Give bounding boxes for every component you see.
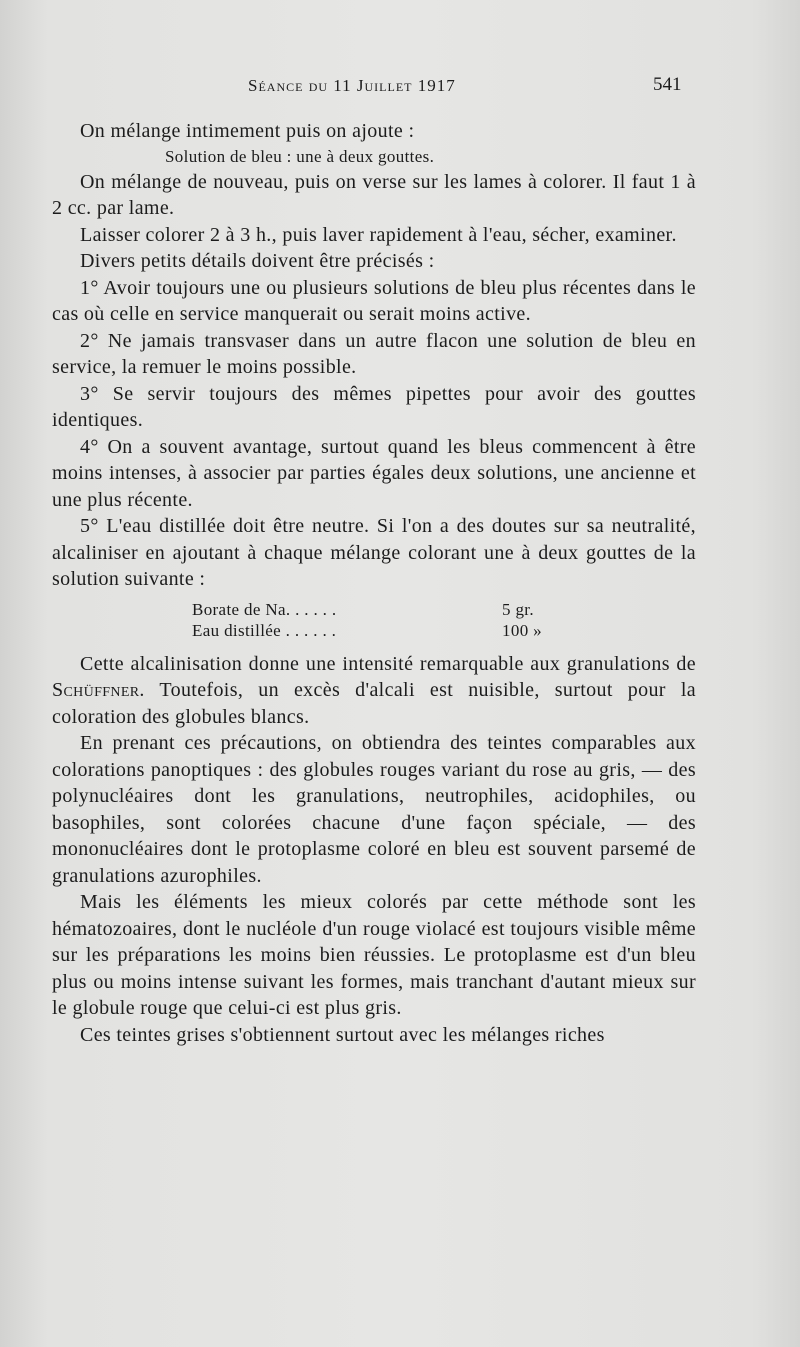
formula-table	[52, 599, 696, 641]
paragraph-11: En prenant ces précautions, on obtiendra des teintes comparables aux colorations panoptiques : des globules rouges variant du rose au gris, — des polynucléaires dont les granulations, neutrophiles, acidophiles, ou basophiles, sont colorées chacune d'une façon spéciale, — des mononucléaires dont le protoplasme coloré en bleu est souvent parsemé de granulations azurophiles.	[52, 732, 696, 887]
paragraph-5: 1° Avoir toujours une ou plusieurs solutions de bleu plus récentes dans le cas où celle en service manquerait ou serait moins active.	[52, 276, 696, 325]
solution-line: Solution de bleu : une à deux gouttes.	[165, 146, 435, 166]
paragraph-9: 5° L'eau distillée doit être neutre. Si l'on a des doutes sur sa neutralité, alcaliniser en ajoutant à chaque mélange colorant une à deux gouttes de la solution suivante :	[52, 515, 696, 590]
page-number: 541	[653, 74, 682, 95]
paragraph-1: On mélange intimement puis on ajoute :	[80, 120, 415, 142]
formula-row	[192, 599, 696, 620]
running-head: Séance du 11 Juillet 1917	[248, 76, 456, 95]
formula-ingredient: Borate de Na. . . . . .	[192, 599, 337, 619]
paragraph-10-start: Cette alcalinisation donne une intensité remarquable aux granulations de	[80, 652, 696, 675]
paragraph-10-end: . Toutefois, un excès d'alcali est nuisible, surtout pour la coloration des globules blancs.	[52, 679, 696, 728]
paragraph-3: Laisser colorer 2 à 3 h., puis laver rapidement à l'eau, sécher, examiner.	[80, 223, 677, 246]
formula-quantity: 5 gr.	[502, 599, 534, 619]
formula-ingredient: Eau distillée . . . . . .	[192, 620, 337, 640]
formula-row	[192, 620, 696, 641]
paragraph-12: Mais les éléments les mieux colorés par cette méthode sont les hématozoaires, dont le nucléole d'un rouge violacé est toujours visible même sur les préparations les moins bien réussies. Le protoplasme est d'un bleu plus ou moins intense suivant les formes, mais tranchant d'autant mieux sur le globule rouge que celui-ci est plus gris.	[52, 891, 696, 1019]
paragraph-7: 3° Se servir toujours des mêmes pipettes pour avoir des gouttes identiques.	[52, 382, 696, 431]
paragraph-8: 4° On a souvent avantage, surtout quand les bleus commencent à être moins intenses, à associer par parties égales deux solutions, une ancienne et une plus récente.	[52, 435, 696, 511]
author-name: Schüffner	[52, 679, 140, 701]
page-header	[0, 70, 800, 100]
paragraph-2: On mélange de nouveau, puis on verse sur les lames à colorer. Il faut 1 à 2 cc. par lame.	[52, 170, 696, 219]
paragraph-4: Divers petits détails doivent être précisés :	[80, 250, 435, 272]
paragraph-13: Ces teintes grises s'obtiennent surtout avec les mélanges riches	[80, 1023, 605, 1046]
paragraph-6: 2° Ne jamais transvaser dans un autre flacon une solution de bleu en service, la remuer le moins possible.	[52, 329, 696, 378]
formula-quantity: 100 »	[502, 620, 542, 640]
page-body	[52, 118, 696, 1048]
paragraph-10	[52, 651, 696, 731]
